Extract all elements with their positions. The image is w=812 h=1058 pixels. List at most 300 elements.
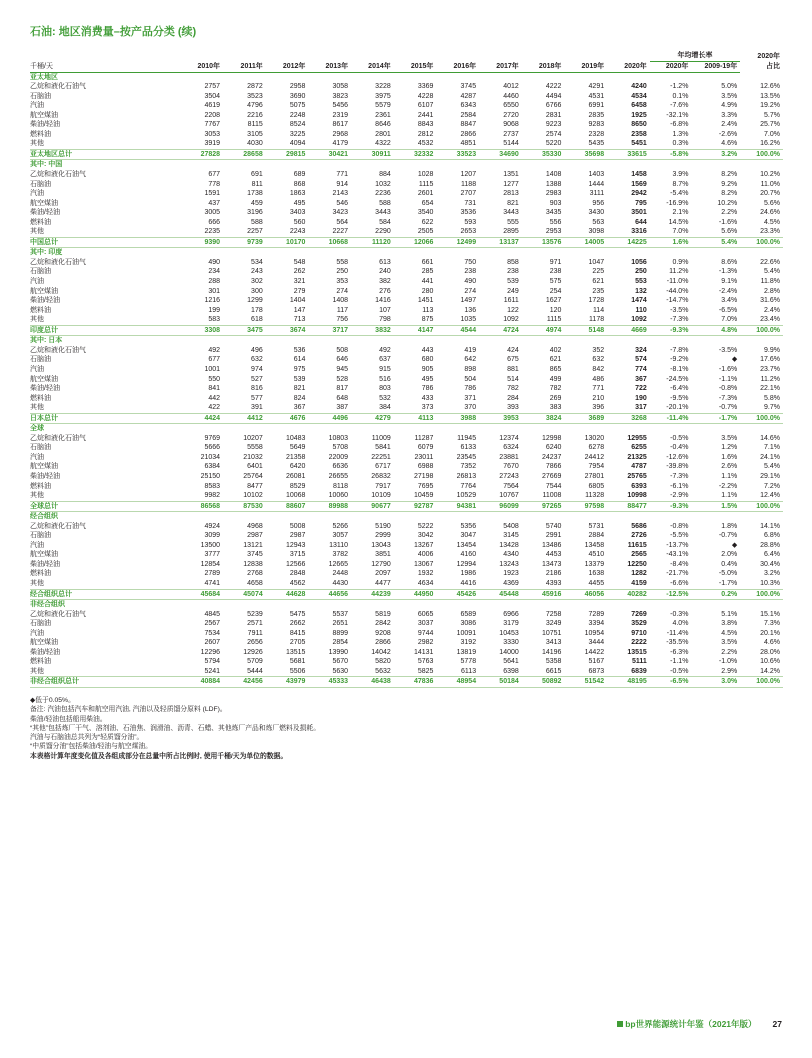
value-cell: 914 xyxy=(336,180,349,188)
total-row xyxy=(30,413,783,424)
year-header: 2019年 xyxy=(564,62,607,73)
value-cell: 383 xyxy=(549,404,562,412)
value-cell: 3330 xyxy=(503,639,519,647)
growth-0919-cell: 1.8% xyxy=(721,522,738,530)
value-cell: 2208 xyxy=(204,111,221,119)
value-cell: 1408 xyxy=(545,171,562,179)
share-cell: 24.1% xyxy=(760,453,780,461)
growth-0919-cell: 5.6% xyxy=(721,228,738,236)
product-row xyxy=(30,208,783,218)
value-cell: 4369 xyxy=(503,579,519,587)
value-cell: 632 xyxy=(251,356,263,364)
growth-0919-cell: 7.0% xyxy=(721,316,738,324)
value-cell: 496 xyxy=(251,346,263,354)
growth-0919-cell: -5.0% xyxy=(718,570,738,578)
value-cell: 7670 xyxy=(503,463,519,471)
value-cell: 2720 xyxy=(503,111,519,119)
growth-0919-cell: 2.2% xyxy=(721,209,738,217)
value-cell: 2328 xyxy=(588,130,605,138)
value-cell: 12955 xyxy=(627,434,647,442)
value-cell: 3430 xyxy=(588,209,605,217)
value-cell: 3145 xyxy=(503,532,519,540)
value-cell: 2186 xyxy=(545,570,562,578)
page-title: 石油: 地区消费量–按产品分类 (续) xyxy=(30,26,197,38)
value-cell: 10170 xyxy=(266,237,309,248)
row-label: 汽油 xyxy=(30,453,44,461)
value-cell: 178 xyxy=(251,306,263,314)
value-cell: 27198 xyxy=(413,472,434,480)
value-cell: 816 xyxy=(251,385,263,393)
year-header: 2013年 xyxy=(308,62,351,73)
value-cell: 26655 xyxy=(328,472,349,480)
value-cell: 2953 xyxy=(545,228,562,236)
value-cell: 5558 xyxy=(247,444,263,452)
value-cell: 1216 xyxy=(204,297,221,305)
row-label: 石脑油 xyxy=(30,444,51,452)
value-cell: 2243 xyxy=(289,228,306,236)
value-cell: 8646 xyxy=(375,121,391,129)
value-cell: 8529 xyxy=(289,482,306,490)
value-cell: 516 xyxy=(379,375,391,383)
value-cell: 437 xyxy=(208,199,221,207)
value-cell: 691 xyxy=(251,171,263,179)
value-cell: 1728 xyxy=(588,297,605,305)
growth-2020-cell: -11.4% xyxy=(650,413,692,424)
growth-2020-cell: -9.3% xyxy=(650,501,692,512)
row-label: 汽油 xyxy=(30,365,44,373)
value-cell: 532 xyxy=(379,394,391,402)
value-cell: 120 xyxy=(549,306,562,314)
value-cell: 25150 xyxy=(200,472,221,480)
value-cell: 1056 xyxy=(631,258,647,266)
row-label: 石脑油 xyxy=(30,92,51,100)
value-cell: 677 xyxy=(208,171,221,179)
value-cell: 514 xyxy=(507,375,519,383)
value-cell: 865 xyxy=(549,365,562,373)
share-cell: 29.1% xyxy=(760,472,780,480)
value-cell: 821 xyxy=(293,385,306,393)
growth-2020-cell: -0.8% xyxy=(670,522,689,530)
value-cell: 4974 xyxy=(522,325,565,336)
value-cell: 2565 xyxy=(631,551,647,559)
value-cell: 3192 xyxy=(460,639,477,647)
total-row xyxy=(30,325,783,336)
value-cell: 527 xyxy=(251,375,263,383)
value-cell: 956 xyxy=(592,199,605,207)
product-row xyxy=(30,199,783,209)
value-cell: 7764 xyxy=(460,482,477,490)
growth-0919-cell: 3.5% xyxy=(721,92,738,100)
growth-2020-cell: -0.4% xyxy=(670,444,689,452)
value-cell: 539 xyxy=(293,375,306,383)
share-cell: 4.5% xyxy=(764,218,780,226)
value-cell: 3443 xyxy=(503,209,519,217)
section-title: 其中: 日本 xyxy=(30,337,63,345)
value-cell: 2567 xyxy=(204,620,221,628)
product-row xyxy=(30,120,783,130)
value-cell: 10954 xyxy=(584,629,605,637)
growth-2020-cell: -32.1% xyxy=(666,111,689,119)
value-cell: 13428 xyxy=(499,541,519,549)
value-cell: 1188 xyxy=(461,180,477,188)
value-cell: 2235 xyxy=(204,228,221,236)
row-label: 其他 xyxy=(30,140,44,148)
value-cell: 13379 xyxy=(584,560,605,568)
value-cell: 3435 xyxy=(545,209,562,217)
value-cell: 10803 xyxy=(328,434,349,442)
value-cell: 3086 xyxy=(460,620,477,628)
value-cell: 6401 xyxy=(247,463,263,471)
value-cell: 905 xyxy=(421,365,434,373)
value-cell: 2319 xyxy=(332,111,349,119)
growth-2020-cell: 3.9% xyxy=(672,171,689,179)
value-cell: 490 xyxy=(464,278,477,286)
value-cell: 4393 xyxy=(545,579,562,587)
value-cell: 22251 xyxy=(371,453,391,461)
value-cell: 235 xyxy=(592,287,605,295)
value-cell: 546 xyxy=(336,199,349,207)
value-cell: 2884 xyxy=(588,532,605,540)
value-cell: 210 xyxy=(592,394,605,402)
value-cell: 89988 xyxy=(308,501,351,512)
growth-0919-cell: 9.2% xyxy=(721,180,738,188)
product-row xyxy=(30,258,783,268)
value-cell: 3745 xyxy=(460,83,477,91)
total-row xyxy=(30,237,783,248)
share-cell: 24.6% xyxy=(760,209,780,217)
product-row xyxy=(30,443,783,453)
value-cell: 45426 xyxy=(436,589,479,600)
value-cell: 14042 xyxy=(371,648,391,656)
value-cell: 21358 xyxy=(285,453,306,461)
growth-2020-cell: -24.5% xyxy=(666,375,689,383)
value-cell: 13576 xyxy=(522,237,565,248)
value-cell: 3053 xyxy=(204,130,221,138)
value-cell: 5444 xyxy=(247,667,263,675)
value-cell: 1611 xyxy=(503,297,519,305)
value-cell: 2866 xyxy=(375,639,391,647)
value-cell: 5451 xyxy=(631,140,647,148)
product-row xyxy=(30,355,783,365)
product-row xyxy=(30,579,783,589)
row-label: 航空煤油 xyxy=(30,639,58,647)
share-cell: 100.0% xyxy=(740,413,783,424)
value-cell: 3369 xyxy=(417,83,434,91)
row-label: 航空煤油 xyxy=(30,551,58,559)
growth-0919-cell: 4.8% xyxy=(691,325,740,336)
value-cell: 1403 xyxy=(588,171,605,179)
value-cell: 44950 xyxy=(394,589,437,600)
value-cell: 3501 xyxy=(631,209,647,217)
year-header: 2020年 xyxy=(607,62,650,73)
value-cell: 40282 xyxy=(607,589,650,600)
value-cell: 27828 xyxy=(180,149,223,160)
value-cell: 23011 xyxy=(414,453,434,461)
share-cell: 100.0% xyxy=(740,149,783,160)
growth-2020-cell: 7.0% xyxy=(672,228,689,236)
growth-2020-cell: 0.1% xyxy=(672,92,689,100)
row-label: 石脑油 xyxy=(30,532,51,540)
value-cell: 48954 xyxy=(436,677,479,688)
value-cell: 9982 xyxy=(204,492,221,500)
product-row xyxy=(30,619,783,629)
value-cell: 841 xyxy=(208,385,221,393)
growth-2020-cell: 4.0% xyxy=(672,620,689,628)
share-cell: 19.2% xyxy=(760,102,780,110)
value-cell: 238 xyxy=(549,268,562,276)
row-label: 燃料油 xyxy=(30,658,51,666)
value-cell: 11945 xyxy=(457,434,477,442)
value-cell: 3394 xyxy=(588,620,605,628)
product-row xyxy=(30,306,783,316)
share-cell: 20.7% xyxy=(760,190,780,198)
value-cell: 12998 xyxy=(541,434,562,442)
value-cell: 4845 xyxy=(204,610,221,618)
value-cell: 107 xyxy=(379,306,391,314)
value-cell: 7954 xyxy=(588,463,605,471)
growth-0919-cell: -1.3% xyxy=(718,268,738,276)
growth-0919-cell: -2.2% xyxy=(718,482,738,490)
value-cell: 7534 xyxy=(204,629,221,637)
value-cell: 22009 xyxy=(328,453,349,461)
value-cell: 756 xyxy=(336,316,349,324)
value-cell: 6873 xyxy=(588,667,605,675)
growth-0919-cell: 10.2% xyxy=(717,199,738,207)
value-cell: 4113 xyxy=(394,413,437,424)
value-cell: 12499 xyxy=(436,237,479,248)
value-cell: 9208 xyxy=(375,629,391,637)
value-cell: 382 xyxy=(379,278,391,286)
value-cell: 12066 xyxy=(394,237,437,248)
value-cell: 622 xyxy=(421,218,434,226)
value-cell: 5190 xyxy=(375,522,391,530)
growth-2020-cell: -11.4% xyxy=(666,629,689,637)
value-cell: 7352 xyxy=(460,463,477,471)
row-label: 汽油 xyxy=(30,278,44,286)
value-cell: 13267 xyxy=(413,541,434,549)
value-cell: 352 xyxy=(592,346,605,354)
growth-2020-cell: -9.5% xyxy=(670,394,689,402)
value-cell: 45448 xyxy=(479,589,522,600)
product-row xyxy=(30,657,783,667)
row-label: 乙烷和液化石油气 xyxy=(30,610,86,618)
value-cell: 915 xyxy=(379,365,391,373)
value-cell: 30911 xyxy=(351,149,394,160)
value-cell: 11009 xyxy=(371,434,391,442)
growth-0919-cell: 3.5% xyxy=(721,434,738,442)
value-cell: 4159 xyxy=(631,579,647,587)
growth-0919-cell: -0.7% xyxy=(718,532,738,540)
share-cell: 7.1% xyxy=(764,444,780,452)
value-cell: 3832 xyxy=(351,325,394,336)
value-cell: 240 xyxy=(379,268,391,276)
product-row xyxy=(30,522,783,532)
row-label: 燃料油 xyxy=(30,218,51,226)
value-cell: 4496 xyxy=(308,413,351,424)
value-cell: 548 xyxy=(293,258,306,266)
value-cell: 7917 xyxy=(375,482,391,490)
value-cell: 974 xyxy=(251,365,263,373)
value-cell: 499 xyxy=(549,375,562,383)
row-label: 全球总计 xyxy=(30,501,180,512)
value-cell: 4851 xyxy=(460,140,477,148)
growth-2020-cell: 8.7% xyxy=(672,180,689,188)
value-cell: 884 xyxy=(379,171,391,179)
share-cell: 11.8% xyxy=(760,278,780,286)
green-square-icon xyxy=(617,1021,623,1027)
share-cell: 7.3% xyxy=(764,620,780,628)
growth-0919-cell: -1.7% xyxy=(718,579,738,587)
value-cell: 46438 xyxy=(351,677,394,688)
value-cell: 771 xyxy=(336,171,349,179)
value-cell: 4094 xyxy=(289,140,306,148)
growth-2020-cell: -6.8% xyxy=(670,121,689,129)
value-cell: 12994 xyxy=(456,560,477,568)
product-row xyxy=(30,453,783,463)
value-cell: 3782 xyxy=(332,551,349,559)
value-cell: 868 xyxy=(293,180,306,188)
value-cell: 14000 xyxy=(499,648,519,656)
value-cell: 903 xyxy=(549,199,562,207)
value-cell: 1047 xyxy=(588,258,605,266)
value-cell: 5666 xyxy=(204,444,221,452)
value-cell: 3057 xyxy=(332,532,349,540)
value-cell: 3988 xyxy=(436,413,479,424)
value-cell: 2584 xyxy=(460,111,477,119)
value-cell: 5358 xyxy=(545,658,562,666)
growth-2020-cell: -12.6% xyxy=(666,453,689,461)
share-cell: 12.6% xyxy=(760,83,780,91)
value-cell: 3423 xyxy=(332,209,349,217)
page-content xyxy=(30,26,783,761)
value-cell: 2651 xyxy=(332,620,349,628)
value-cell: 50892 xyxy=(522,677,565,688)
value-cell: 4924 xyxy=(204,522,221,530)
value-cell: 10068 xyxy=(285,492,306,500)
value-cell: 370 xyxy=(464,404,477,412)
value-cell: 47836 xyxy=(394,677,437,688)
total-row xyxy=(30,501,783,512)
value-cell: 396 xyxy=(592,404,605,412)
header-row-years xyxy=(30,62,783,73)
value-cell: 4562 xyxy=(289,579,306,587)
value-cell: 1115 xyxy=(546,316,562,324)
row-label: 燃料油 xyxy=(30,306,51,314)
value-cell: 4430 xyxy=(332,579,349,587)
value-cell: 4669 xyxy=(607,325,650,336)
value-cell: 621 xyxy=(592,278,605,286)
row-label: 柴油/轻油 xyxy=(30,385,60,393)
value-cell: 14225 xyxy=(607,237,650,248)
row-label: 航空煤油 xyxy=(30,111,58,119)
value-cell: 367 xyxy=(635,375,647,383)
growth-2020-cell: -6.6% xyxy=(670,579,689,587)
total-row xyxy=(30,589,783,600)
value-cell: 6805 xyxy=(588,482,605,490)
value-cell: 280 xyxy=(421,287,434,295)
value-cell: 27801 xyxy=(584,472,605,480)
section-header-row xyxy=(30,248,783,258)
value-cell: 5632 xyxy=(375,667,391,675)
value-cell: 11615 xyxy=(627,541,647,549)
value-cell: 190 xyxy=(635,394,647,402)
growth-0919-cell: 2.9% xyxy=(721,667,738,675)
growth-0919-cell: 3.3% xyxy=(721,111,738,119)
value-cell: 4531 xyxy=(588,92,605,100)
share-cell: 16.2% xyxy=(760,140,780,148)
row-label: 其他 xyxy=(30,316,44,324)
value-cell: 536 xyxy=(293,346,306,354)
row-label: 航空煤油 xyxy=(30,199,58,207)
value-cell: 4676 xyxy=(266,413,309,424)
value-cell: 419 xyxy=(464,346,477,354)
value-cell: 3268 xyxy=(607,413,650,424)
row-label: 柴油/轻油 xyxy=(30,297,60,305)
value-cell: 2216 xyxy=(247,111,263,119)
growth-2020-cell: -5.4% xyxy=(670,190,689,198)
value-cell: 367 xyxy=(293,404,306,412)
value-cell: 25764 xyxy=(243,472,263,480)
share-cell: 100.0% xyxy=(740,589,783,600)
product-row xyxy=(30,610,783,620)
growth-2020-cell: 1.6% xyxy=(650,237,692,248)
value-cell: 34690 xyxy=(479,149,522,160)
value-cell: 269 xyxy=(549,394,562,402)
value-cell: 5266 xyxy=(332,522,349,530)
value-cell: 2707 xyxy=(460,190,477,198)
value-cell: 12566 xyxy=(285,560,306,568)
value-cell: 12838 xyxy=(243,560,263,568)
value-cell: 680 xyxy=(421,356,434,364)
share-cell: 13.5% xyxy=(760,92,780,100)
growth-0919-cell: 1.5% xyxy=(691,501,740,512)
share-cell: 2.4% xyxy=(764,306,780,314)
product-row xyxy=(30,267,783,277)
value-cell: 7695 xyxy=(417,482,434,490)
value-cell: 3975 xyxy=(375,92,391,100)
growth-2020-cell: -0.5% xyxy=(670,434,689,442)
growth-2020-cell: -6.3% xyxy=(670,648,689,656)
value-cell: 6133 xyxy=(460,444,477,452)
value-cell: 10060 xyxy=(328,492,349,500)
value-cell: 97598 xyxy=(564,501,607,512)
row-label: 航空煤油 xyxy=(30,287,58,295)
value-cell: 5820 xyxy=(375,658,391,666)
year-header: 2010年 xyxy=(180,62,223,73)
row-label: 其他 xyxy=(30,404,44,412)
value-cell: 8847 xyxy=(460,121,477,129)
value-cell: 1178 xyxy=(589,316,605,324)
value-cell: 3105 xyxy=(247,130,263,138)
growth-0919-cell: -6.5% xyxy=(718,306,738,314)
value-cell: 122 xyxy=(507,306,519,314)
value-cell: 8650 xyxy=(631,121,647,129)
value-cell: 45074 xyxy=(223,589,266,600)
product-row xyxy=(30,560,783,570)
growth-2020-cell: -12.5% xyxy=(650,589,692,600)
share-cell: 28.0% xyxy=(760,648,780,656)
value-cell: 117 xyxy=(336,306,349,314)
value-cell: 7269 xyxy=(631,610,647,618)
value-cell: 2662 xyxy=(289,620,306,628)
value-cell: 3403 xyxy=(289,209,306,217)
section-title: 全球 xyxy=(30,425,44,433)
value-cell: 10109 xyxy=(371,492,391,500)
value-cell: 13137 xyxy=(479,237,522,248)
share-cell: 100.0% xyxy=(740,237,783,248)
value-cell: 2991 xyxy=(545,532,562,540)
share-cell: 9.9% xyxy=(764,346,780,354)
